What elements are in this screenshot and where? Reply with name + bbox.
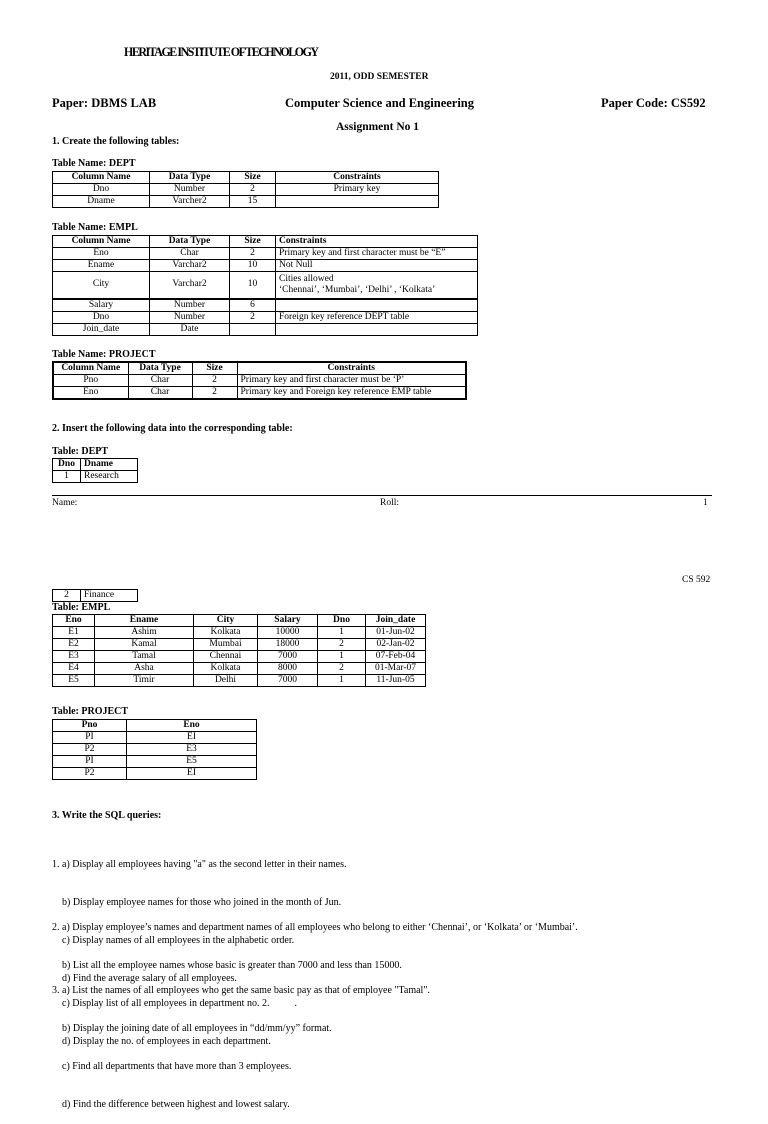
table-cell: 15 bbox=[230, 196, 276, 208]
section3-title: 3. Write the SQL queries: bbox=[52, 810, 162, 821]
dept-def-caption: Table Name: DEPT bbox=[52, 158, 136, 169]
table-cell: Foreign key reference DEPT table bbox=[276, 312, 478, 324]
table-cell: PI bbox=[53, 732, 127, 744]
table-cell: Mumbai bbox=[194, 639, 258, 651]
table-cell: 2 bbox=[230, 312, 276, 324]
header-cell: Size bbox=[230, 236, 276, 248]
table-cell: 01-Jun-02 bbox=[366, 627, 426, 639]
table-cell: Dno bbox=[53, 184, 150, 196]
table-cell: City bbox=[53, 272, 150, 300]
table-cell: 2 bbox=[318, 639, 366, 651]
table-cell: Primary key and first character must be “E” bbox=[276, 248, 478, 260]
table-cell: P2 bbox=[53, 744, 127, 756]
table-row bbox=[53, 590, 138, 602]
table-cell: 2 bbox=[318, 663, 366, 675]
table-cell: 11-Jun-05 bbox=[366, 675, 426, 687]
question-line: c) Display names of all employees in the alphabetic order. bbox=[52, 934, 295, 946]
header-cell: Dname bbox=[81, 459, 138, 471]
table-row bbox=[53, 675, 426, 687]
question-line: d) Display the no. of employees in each department. bbox=[52, 1035, 271, 1047]
table-cell: 02-Jan-02 bbox=[366, 639, 426, 651]
project-definition-table bbox=[52, 361, 467, 400]
table-cell: 1 bbox=[53, 471, 81, 483]
header-cell: Constraints bbox=[276, 236, 478, 248]
header-cell: Ename bbox=[95, 615, 194, 627]
header-cell: Eno bbox=[127, 720, 257, 732]
table-cell bbox=[276, 196, 439, 208]
table-cell: 8000 bbox=[258, 663, 318, 675]
empl-definition-table bbox=[52, 235, 478, 336]
table-row bbox=[53, 184, 439, 196]
dept-data-table bbox=[52, 458, 138, 483]
question-line: b) Display employee names for those who joined in the month of Jun. bbox=[52, 896, 342, 908]
table-cell: E2 bbox=[53, 639, 95, 651]
table-cell: Primary key and first character must be ‘P’ bbox=[237, 375, 466, 387]
table-cell: Kamal bbox=[95, 639, 194, 651]
table-cell: 1 bbox=[318, 651, 366, 663]
question-line: d) Find the average salary of all employees. bbox=[52, 972, 237, 984]
table-cell: Varchar2 bbox=[150, 272, 230, 300]
table-cell: Timir bbox=[95, 675, 194, 687]
header-cell: Data Type bbox=[150, 236, 230, 248]
table-row bbox=[53, 196, 439, 208]
table-cell: Ashim bbox=[95, 627, 194, 639]
project-def-caption: Table Name: PROJECT bbox=[52, 349, 156, 360]
paper-code: Paper Code: CS592 bbox=[601, 96, 706, 110]
table-cell: Char bbox=[150, 248, 230, 260]
dept-definition-table bbox=[52, 171, 439, 208]
department: Computer Science and Engineering bbox=[285, 96, 475, 110]
table-cell: PI bbox=[53, 756, 127, 768]
header-cell: Constraints bbox=[276, 172, 439, 184]
table-cell: Chennai bbox=[194, 651, 258, 663]
header-cell: Constraints bbox=[237, 362, 466, 375]
question-line: b) Display the joining date of all employees in “dd/mm/yy” format. bbox=[52, 1022, 332, 1034]
header-cell: Column Name bbox=[53, 172, 150, 184]
dept-data-caption: Table: DEPT bbox=[52, 446, 109, 457]
table-row bbox=[53, 260, 478, 272]
table-cell: Pno bbox=[53, 375, 128, 387]
table-cell: 07-Feb-04 bbox=[366, 651, 426, 663]
assignment-title: Assignment No 1 bbox=[336, 121, 420, 133]
table-row bbox=[53, 299, 478, 312]
table-cell: E3 bbox=[53, 651, 95, 663]
table-row bbox=[53, 768, 257, 780]
table-row bbox=[53, 387, 466, 400]
table-cell: Finance bbox=[81, 590, 138, 602]
table-cell: Asha bbox=[95, 663, 194, 675]
footer-page-number: 1 bbox=[703, 498, 708, 508]
table-cell: Kolkata bbox=[194, 663, 258, 675]
table-row bbox=[53, 756, 257, 768]
semester: 2011, ODD SEMESTER bbox=[330, 72, 429, 82]
table-cell: 7000 bbox=[258, 651, 318, 663]
table-header-row bbox=[53, 236, 478, 248]
question-line: b) List all the employee names whose basic is greater than 7000 and less than 15000. bbox=[52, 959, 402, 971]
table-cell: E5 bbox=[127, 756, 257, 768]
table-cell: 2 bbox=[230, 184, 276, 196]
constraint-line: ‘Chennai’, ‘Mumbai’, ‘Delhi’ , ‘Kolkata’ bbox=[279, 285, 436, 295]
table-cell: 10 bbox=[230, 260, 276, 272]
question-line: c) Display list of all employees in department no. 2. . bbox=[52, 997, 297, 1009]
paper-name: Paper: DBMS LAB bbox=[52, 96, 157, 110]
table-cell: P2 bbox=[53, 768, 127, 780]
table-row bbox=[53, 744, 257, 756]
dept-data-table-continued bbox=[52, 589, 138, 602]
table-header-row bbox=[53, 172, 439, 184]
question-line: d) Find the difference between highest and lowest salary. bbox=[52, 1098, 290, 1110]
footer-name: Name: bbox=[52, 498, 78, 508]
table-cell: 7000 bbox=[258, 675, 318, 687]
table-row bbox=[53, 248, 478, 260]
table-row bbox=[53, 324, 478, 336]
table-header-row bbox=[53, 615, 426, 627]
header-cell: Eno bbox=[53, 615, 95, 627]
table-cell: 10 bbox=[230, 272, 276, 300]
header-cell: Dno bbox=[53, 459, 81, 471]
table-cell: Varchar2 bbox=[150, 260, 230, 272]
empl-data-table bbox=[52, 614, 426, 687]
table-cell: Research bbox=[81, 471, 138, 483]
table-header-row bbox=[53, 362, 466, 375]
footer-rule bbox=[52, 495, 712, 496]
header-cell: Join_date bbox=[366, 615, 426, 627]
table-cell: Dno bbox=[53, 312, 150, 324]
table-cell: EI bbox=[127, 732, 257, 744]
table-cell: 6 bbox=[230, 299, 276, 312]
header-cell: Size bbox=[230, 172, 276, 184]
table-cell: 2 bbox=[53, 590, 81, 602]
empl-data-caption: Table: EMPL bbox=[52, 602, 111, 613]
header-cell: Column Name bbox=[53, 236, 150, 248]
table-row bbox=[53, 627, 426, 639]
table-cell: Date bbox=[150, 324, 230, 336]
table-cell bbox=[276, 299, 478, 312]
table-cell: Dname bbox=[53, 196, 150, 208]
table-header-row bbox=[53, 720, 257, 732]
header-cell: Dno bbox=[318, 615, 366, 627]
table-cell: 1 bbox=[318, 627, 366, 639]
table-row bbox=[53, 272, 478, 300]
table-row bbox=[53, 732, 257, 744]
table-cell: Not Null bbox=[276, 260, 478, 272]
table-cell: Ename bbox=[53, 260, 150, 272]
table-cell: EI bbox=[127, 768, 257, 780]
question-line: c) Find all departments that have more than 3 employees. bbox=[52, 1060, 292, 1072]
table-cell: 1 bbox=[318, 675, 366, 687]
table-cell: 2 bbox=[192, 387, 237, 400]
table-cell: Char bbox=[128, 375, 192, 387]
table-cell: Number bbox=[150, 299, 230, 312]
question-line: 1. a) Display all employees having "a" as the second letter in their names. bbox=[52, 859, 347, 871]
header-cell: Pno bbox=[53, 720, 127, 732]
table-row bbox=[53, 639, 426, 651]
table-cell: Salary bbox=[53, 299, 150, 312]
header-cell: Data Type bbox=[128, 362, 192, 375]
project-data-caption: Table: PROJECT bbox=[52, 706, 129, 717]
table-cell: Kolkata bbox=[194, 627, 258, 639]
header-cell: City bbox=[194, 615, 258, 627]
table-cell: E1 bbox=[53, 627, 95, 639]
project-data-table bbox=[52, 719, 257, 780]
page2-header: CS 592 bbox=[682, 575, 711, 585]
footer-roll: Roll: bbox=[380, 498, 400, 508]
section1-title: 1. Create the following tables: bbox=[52, 136, 180, 147]
table-cell: Eno bbox=[53, 248, 150, 260]
table-cell: Tamal bbox=[95, 651, 194, 663]
table-cell bbox=[276, 272, 478, 300]
table-cell: Primary key bbox=[276, 184, 439, 196]
table-row bbox=[53, 312, 478, 324]
table-cell: E3 bbox=[127, 744, 257, 756]
header-cell: Data Type bbox=[150, 172, 230, 184]
empl-def-caption: Table Name: EMPL bbox=[52, 222, 138, 233]
table-cell: Char bbox=[128, 387, 192, 400]
section2-title: 2. Insert the following data into the corresponding table: bbox=[52, 423, 293, 434]
table-cell: Number bbox=[150, 184, 230, 196]
institute-name: HERITAGE INSTITUTE OF TECHNOLOGY bbox=[124, 44, 318, 59]
table-row bbox=[53, 375, 466, 387]
table-cell: Varcher2 bbox=[150, 196, 230, 208]
table-cell: 2 bbox=[230, 248, 276, 260]
table-row bbox=[53, 651, 426, 663]
table-cell: Primary key and Foreign key reference EMP table bbox=[237, 387, 466, 400]
table-cell: Number bbox=[150, 312, 230, 324]
table-cell: Eno bbox=[53, 387, 128, 400]
table-cell bbox=[230, 324, 276, 336]
constraint-line: Cities allowed bbox=[279, 273, 334, 284]
table-row bbox=[53, 471, 138, 483]
question-line: 2. a) Display employee’s names and department names of all employees who belong to either ‘Chennai’, or ‘Kolkata’ or ‘Mumbai’. bbox=[52, 922, 578, 934]
table-header-row bbox=[53, 459, 138, 471]
table-cell: 10000 bbox=[258, 627, 318, 639]
table-cell: 01-Mar-07 bbox=[366, 663, 426, 675]
table-cell: E5 bbox=[53, 675, 95, 687]
header-cell: Salary bbox=[258, 615, 318, 627]
table-cell bbox=[276, 324, 478, 336]
header-cell: Size bbox=[192, 362, 237, 375]
table-cell: 18000 bbox=[258, 639, 318, 651]
question-line: 3. a) List the names of all employees who get the same basic pay as that of employee "Tamal". bbox=[52, 985, 430, 997]
table-cell: E4 bbox=[53, 663, 95, 675]
question-3 bbox=[52, 960, 430, 1124]
table-cell: Join_date bbox=[53, 324, 150, 336]
table-cell: 2 bbox=[192, 375, 237, 387]
header-cell: Column Name bbox=[53, 362, 128, 375]
table-row bbox=[53, 663, 426, 675]
table-cell: Delhi bbox=[194, 675, 258, 687]
